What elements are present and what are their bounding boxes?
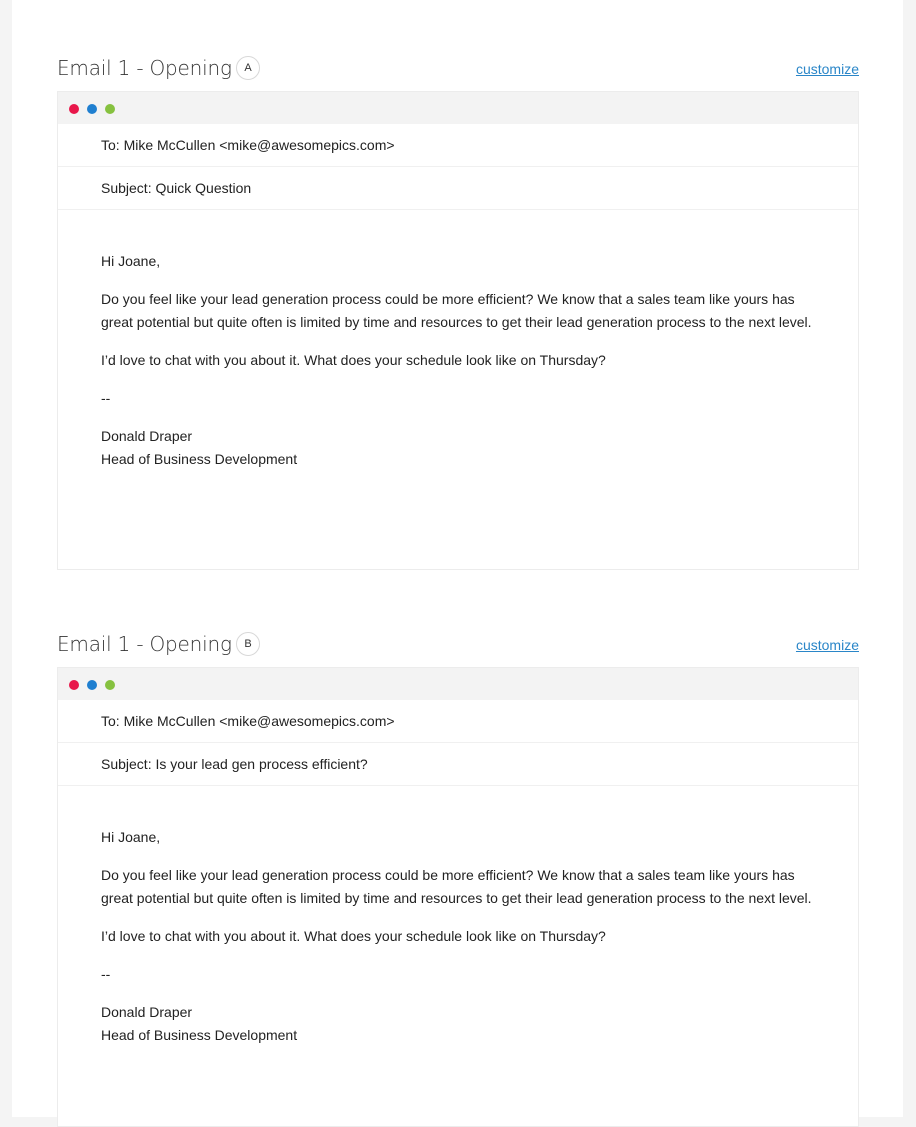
email-variant-a [57,46,859,467]
customize-link[interactable]: customize [795,61,859,77]
signature-separator: -- [101,390,111,406]
green-dot-icon [105,104,115,114]
greeting: Hi Joane, [101,253,161,269]
window-bar [58,668,858,700]
signature-separator: -- [101,966,111,982]
email-body [58,210,858,471]
body-paragraph: Do you feel like your lead generation process could be more efficient? We know that a sales team like yours has great potential but quite often is limited by time and resources to get their lead generation process to the next level. [101,867,812,906]
email-title: Email 1 - Opening [57,632,232,656]
email-variant-b [57,622,859,1043]
subject-field: Subject: Quick Question [58,167,858,210]
body-paragraph: I’d love to chat with you about it. What does your schedule look like on Thursday? [101,928,606,944]
email-preview-frame [57,667,859,1127]
signature-title: Head of Business Development [101,1027,298,1043]
signature-name: Donald Draper [101,1004,193,1020]
subject-field: Subject: Is your lead gen process efficient? [58,743,858,786]
greeting: Hi Joane, [101,829,161,845]
email-header [57,46,859,86]
green-dot-icon [105,680,115,690]
signature-title: Head of Business Development [101,451,298,467]
customize-link[interactable]: customize [795,637,859,653]
email-title: Email 1 - Opening [57,56,232,80]
email-body [58,786,858,1047]
red-dot-icon [69,104,79,114]
blue-dot-icon [87,680,97,690]
email-templates-page [12,0,903,1117]
email-header [57,622,859,662]
to-field: To: Mike McCullen <mike@awesomepics.com> [58,700,858,743]
email-preview-frame [57,91,859,570]
window-bar [58,92,858,124]
signature-name: Donald Draper [101,428,193,444]
body-paragraph: Do you feel like your lead generation process could be more efficient? We know that a sales team like yours has great potential but quite often is limited by time and resources to get their lead generation process to the next level. [101,291,812,330]
blue-dot-icon [87,104,97,114]
red-dot-icon [69,680,79,690]
to-field: To: Mike McCullen <mike@awesomepics.com> [58,124,858,167]
body-paragraph: I’d love to chat with you about it. What does your schedule look like on Thursday? [101,352,606,368]
variant-badge: B [236,632,260,656]
variant-badge: A [236,56,260,80]
